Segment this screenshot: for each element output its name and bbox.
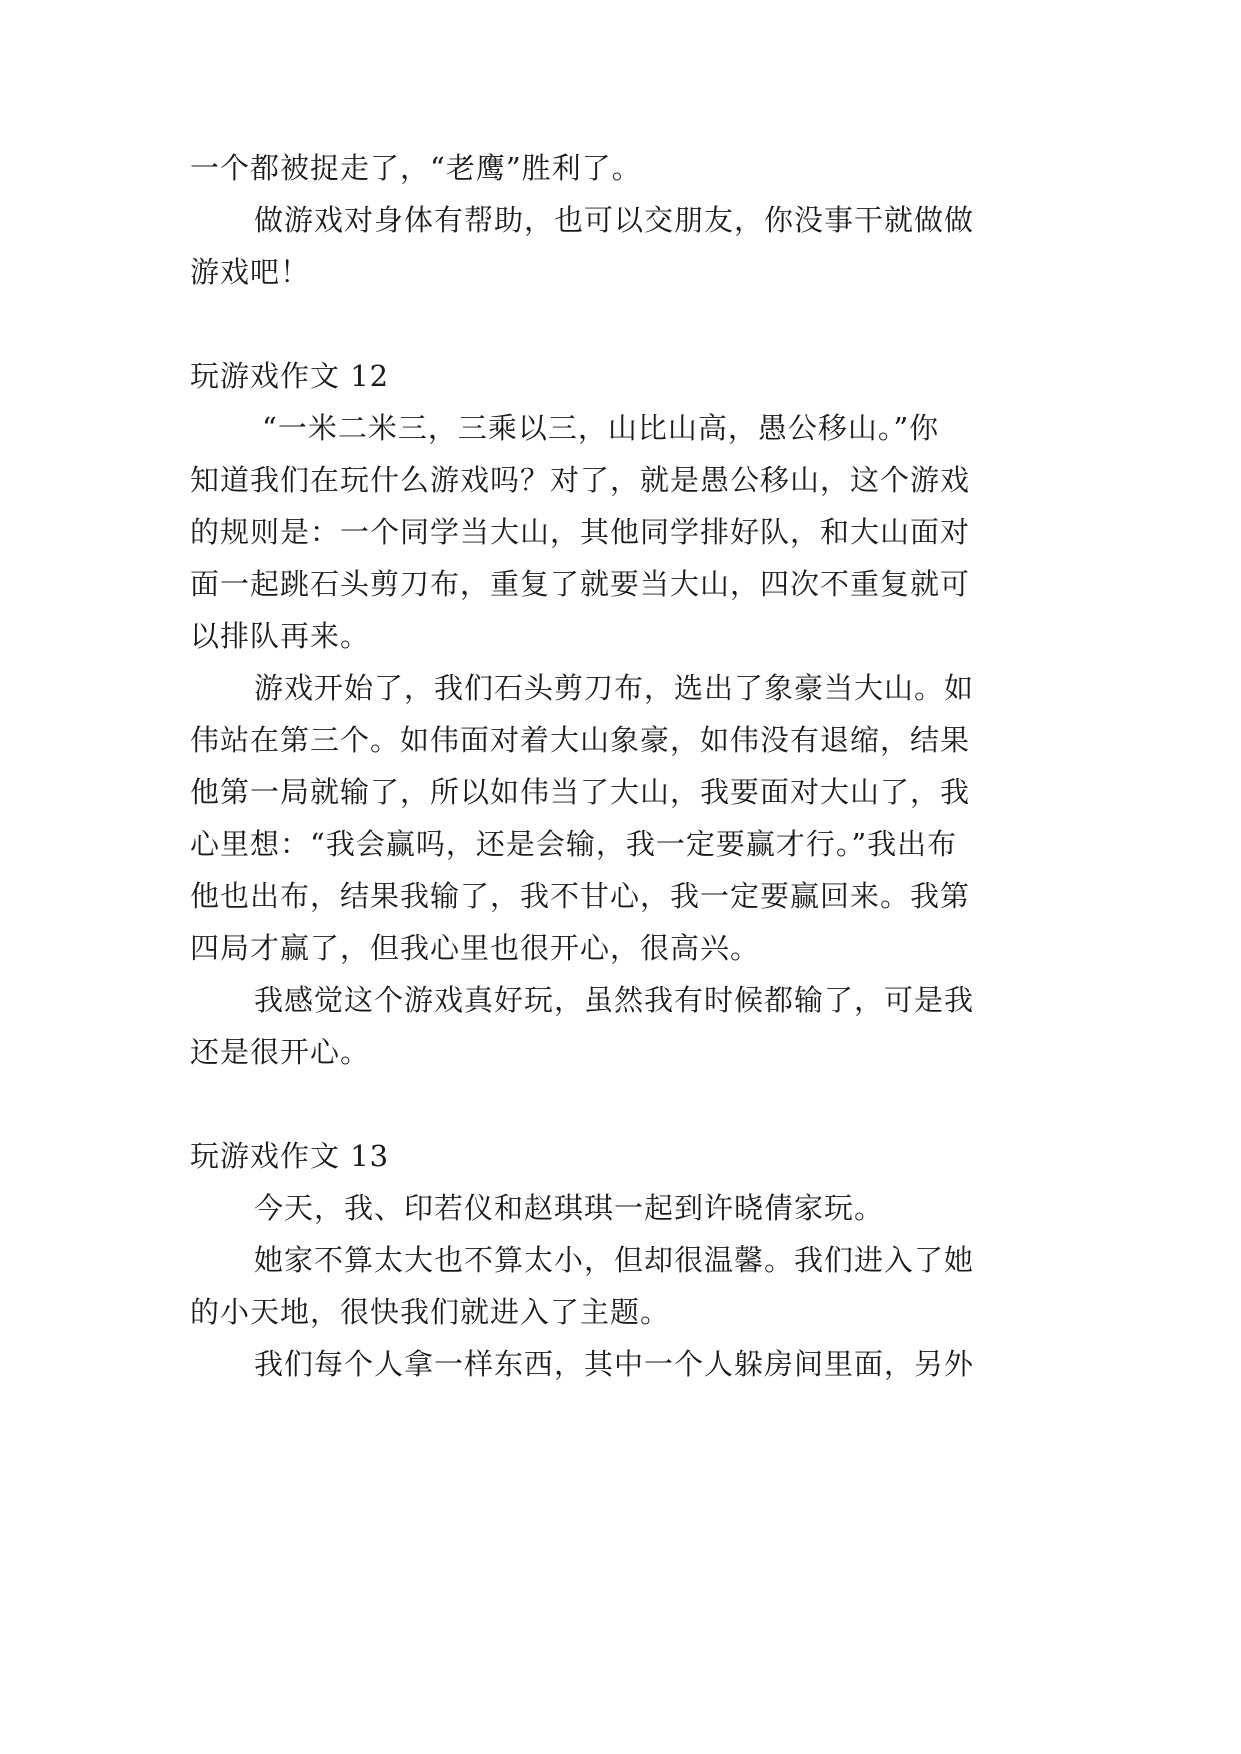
paragraph-line: 我们每个人拿一样东西，其中一个人躲房间里面，另外 [254, 1347, 975, 1381]
paragraph-line: 一个都被捉走了，“老鹰”胜利了。 [190, 151, 642, 185]
paragraph-line: 四局才赢了，但我心里也很开心，很高兴。 [190, 931, 761, 965]
paragraph-line: 伟站在第三个。如伟面对着大山象豪，如伟没有退缩，结果 [190, 723, 971, 757]
paragraph-line: 面一起跳石头剪刀布，重复了就要当大山，四次不重复就可 [190, 567, 971, 601]
paragraph-line: 心里想：“我会赢吗，还是会输，我一定要赢才行。”我出布 [190, 827, 958, 861]
paragraph-line: 他第一局就输了，所以如伟当了大山，我要面对大山了，我 [190, 775, 971, 809]
section-heading: 玩游戏作文 12 [190, 359, 390, 393]
paragraph-line: 做游戏对身体有帮助，也可以交朋友，你没事干就做做 [254, 203, 975, 237]
paragraph-line: 的小天地，很快我们就进入了主题。 [190, 1295, 671, 1329]
paragraph-line: 的规则是：一个同学当大山，其他同学排好队，和大山面对 [190, 515, 971, 549]
paragraph-line: 游戏开始了，我们石头剪刀布，选出了象豪当大山。如 [254, 671, 975, 705]
paragraph-line: “一米二米三，三乘以三，山比山高，愚公移山。”你 [262, 411, 940, 445]
paragraph-line: 游戏吧！ [190, 255, 311, 289]
paragraph-line: 他也出布，结果我输了，我不甘心，我一定要赢回来。我第 [190, 879, 971, 913]
paragraph-line: 以排队再来。 [190, 619, 371, 653]
paragraph-line: 知道我们在玩什么游戏吗？对了，就是愚公移山，这个游戏 [190, 463, 971, 497]
paragraph-line: 她家不算太大也不算太小，但却很温馨。我们进入了她 [254, 1243, 975, 1277]
paragraph-line: 今天，我、印若仪和赵琪琪一起到许晓倩家玩。 [254, 1191, 885, 1225]
paragraph-line: 我感觉这个游戏真好玩，虽然我有时候都输了，可是我 [254, 983, 975, 1017]
section-heading: 玩游戏作文 13 [190, 1139, 390, 1173]
paragraph-line: 还是很开心。 [190, 1035, 371, 1069]
